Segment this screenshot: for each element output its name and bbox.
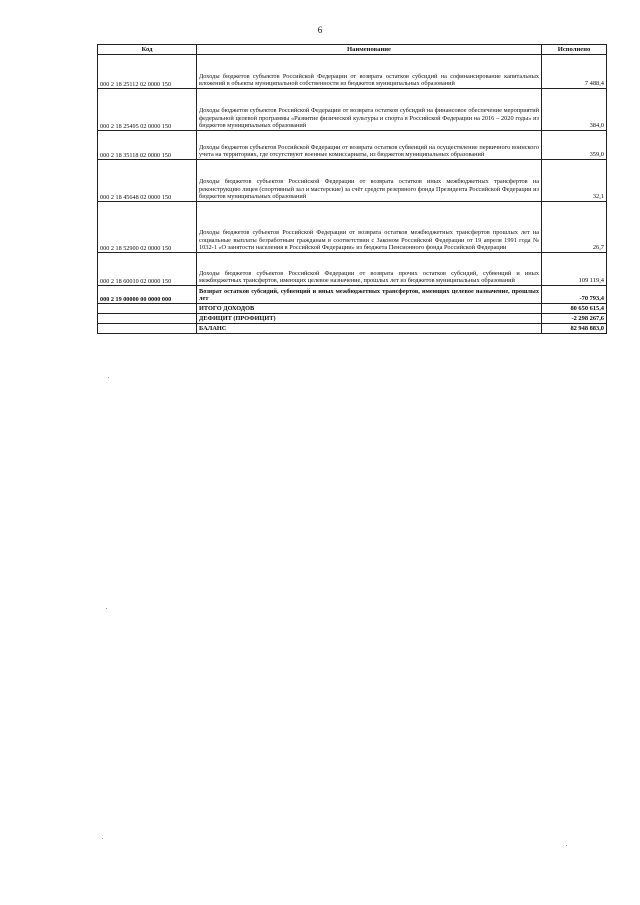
row-executed: 26,7 [542, 202, 607, 253]
total-income-row [98, 304, 607, 314]
row-code: 000 2 19 00000 00 0000 000 [98, 286, 197, 304]
deficit-label: ДЕФИЦИТ (ПРОФИЦИТ) [197, 314, 542, 324]
table-header-row [98, 45, 607, 55]
row-code: 000 2 18 35118 02 0000 150 [98, 131, 197, 160]
deficit-value: -2 298 267,6 [542, 314, 607, 324]
row-executed: -70 793,4 [542, 286, 607, 304]
row-executed: 109 119,4 [542, 253, 607, 286]
balance-value: 82 948 883,0 [542, 324, 607, 334]
table-row [98, 160, 607, 202]
row-name: Доходы бюджетов субъектов Российской Федерации от возврата остатков иных межбюджетных трансфертов на реконструкцию лицея (спортивный зал и мастерские) за счёт средств резервного фонда Президента Российской Федерации из бюджетов муниципальных образований [197, 160, 542, 202]
row-executed: 32,1 [542, 160, 607, 202]
row-name: Доходы бюджетов субъектов Российской Федерации от возврата остатков субвенций на осуществление первичного воинского учета на территориях, где отсутствуют военные комиссариаты, из бюджетов муниципальных образований [197, 131, 542, 160]
row-name: Доходы бюджетов субъектов Российской Федерации от возврата остатков субсидий на финансовое обеспечение мероприятий федеральной целевой программы «Развитие физической культуры и спорта в Российской Федерации на 2016 – 2020 годы» из бюджетов муниципальных образований [197, 89, 542, 131]
row-executed: 7 488,4 [542, 55, 607, 89]
row-name: Доходы бюджетов субъектов Российской Федерации от возврата остатков межбюджетных трансфертов прошлых лет на социальные выплаты безработным гражданам в соответствии с Законом Российской Федерации от 19 апреля 1991 года № 1032-1 «О занятости населения в Российской Федерации» из бюджета Пенсионного фонда Российской Федерации [197, 202, 542, 253]
row-name: Возврат остатков субсидий, субвенций и иных межбюджетных трансфертов, имеющих целевое назначение, прошлых лет [197, 286, 542, 304]
table-row [98, 131, 607, 160]
header-executed: Исполнено [542, 45, 607, 55]
table-row [98, 253, 607, 286]
deficit-row [98, 314, 607, 324]
budget-revenue-table [97, 44, 607, 334]
scan-speck [102, 838, 103, 839]
total-income-label: ИТОГО ДОХОДОВ [197, 304, 542, 314]
total-code-empty [98, 304, 197, 314]
header-name: Наименование [197, 45, 542, 55]
scan-speck [108, 377, 109, 378]
table-row [98, 89, 607, 131]
table-row [98, 202, 607, 253]
row-executed: 359,0 [542, 131, 607, 160]
row-code: 000 2 18 25112 02 0000 150 [98, 55, 197, 89]
row-code: 000 2 18 25495 02 0000 150 [98, 89, 197, 131]
balance-label: БАЛАНС [197, 324, 542, 334]
table-row-returns [98, 286, 607, 304]
row-code: 000 2 18 60010 02 0000 150 [98, 253, 197, 286]
total-income-value: 80 650 615,4 [542, 304, 607, 314]
row-code: 000 2 18 45648 02 0000 150 [98, 160, 197, 202]
row-name: Доходы бюджетов субъектов Российской Федерации от возврата прочих остатков субсидий, субвенций и иных межбюджетных трансфертов, имеющих целевое назначение, прошлых лет из бюджетов муниципальных образований [197, 253, 542, 286]
balance-code-empty [98, 324, 197, 334]
row-code: 000 2 18 52900 02 0000 150 [98, 202, 197, 253]
scan-speck [106, 608, 107, 609]
row-executed: 384,0 [542, 89, 607, 131]
row-name: Доходы бюджетов субъектов Российской Федерации от возврата остатков субсидий на софинансирование капитальных вложений в объекты муниципальной собственности из бюджетов муниципальных образований [197, 55, 542, 89]
page-number: 6 [317, 25, 323, 35]
scan-speck [566, 845, 567, 846]
balance-row [98, 324, 607, 334]
table-row [98, 55, 607, 89]
header-code: Код [98, 45, 197, 55]
deficit-code-empty [98, 314, 197, 324]
